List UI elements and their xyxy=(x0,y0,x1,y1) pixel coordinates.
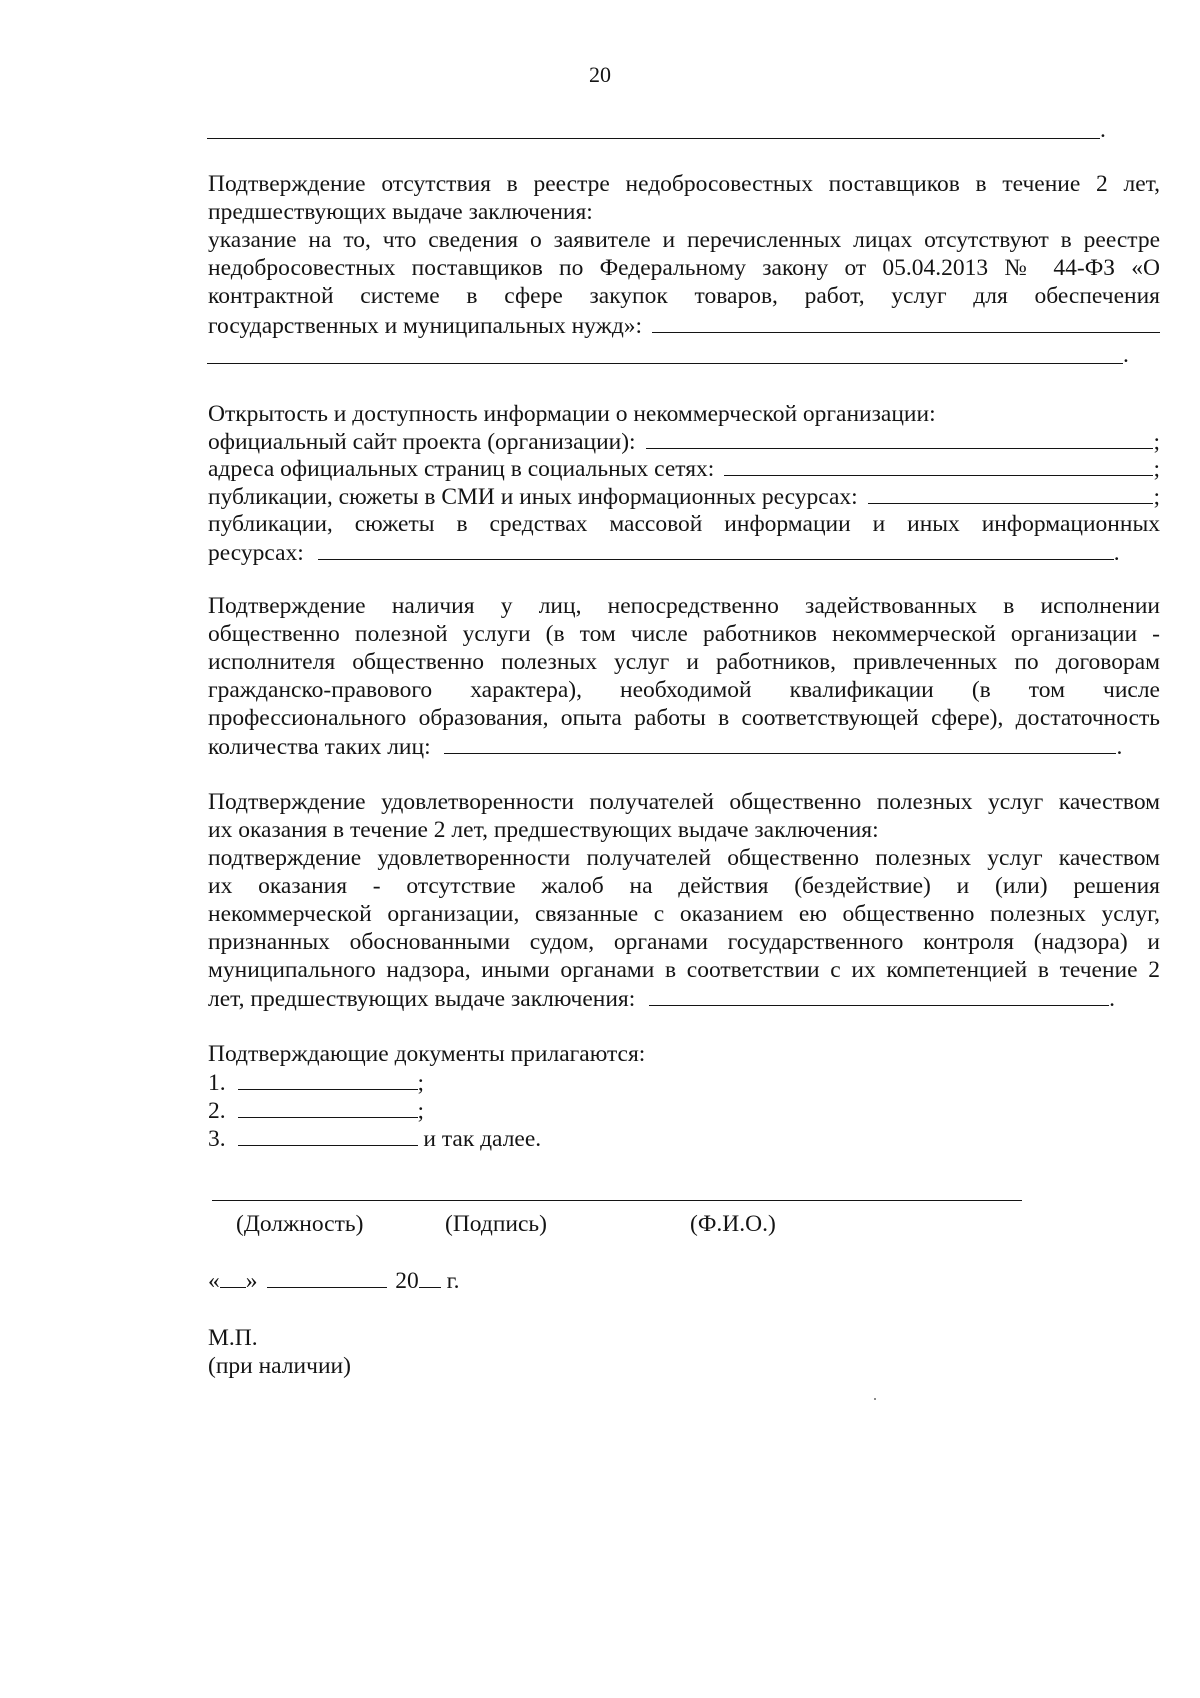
satisfaction-heading-line-1: Подтверждение удовлетворенности получателей общественно полезных услуг качеством xyxy=(208,789,1160,815)
qualification-line-1: Подтверждение наличия у лиц, непосредственно задействованных в исполнении xyxy=(208,593,1160,619)
media-publications-label: публикации, сюжеты в СМИ и иных информационных ресурсах: xyxy=(208,484,858,510)
document-item-1-tail: ; xyxy=(417,1070,425,1096)
social-pages-semicolon: ; xyxy=(1153,456,1160,482)
document-item-2-field[interactable] xyxy=(238,1096,418,1118)
fio-caption: (Ф.И.О.) xyxy=(690,1211,776,1237)
qualification-line-6 xyxy=(208,732,1128,760)
date-close-quote: » xyxy=(245,1268,258,1294)
date-open-quote: « xyxy=(208,1268,220,1294)
document-item-3-tail: и так далее. xyxy=(417,1126,542,1152)
media-publications-line xyxy=(208,482,1160,510)
document-item-1 xyxy=(208,1068,1160,1096)
registry-text-line-3: контрактной системе в сфере закупок товаров, работ, услуг для обеспечения xyxy=(208,283,1160,309)
date-line xyxy=(208,1266,1160,1294)
satisfaction-text-line-3: некоммерческой организации, связанные с оказанием ею общественно полезных услуг, xyxy=(208,901,1160,927)
social-pages-label: адреса официальных страниц в социальных сетях: xyxy=(208,456,715,482)
qualification-label: количества таких лиц: xyxy=(208,734,431,760)
stamp-note: (при наличии) xyxy=(208,1353,351,1379)
qualification-field[interactable] xyxy=(444,732,1116,754)
registry-heading-line-1: Подтверждение отсутствия в реестре недобросовестных поставщиков в течение 2 лет, xyxy=(208,171,1160,197)
documents-heading: Подтверждающие документы прилагаются: xyxy=(208,1041,646,1067)
social-pages-line xyxy=(208,454,1160,482)
qualification-line-5: профессионального образования, опыта работы в соответствующей сфере), достаточность xyxy=(208,705,1160,731)
satisfaction-text-line-1: подтверждение удовлетворенности получателей общественно полезных услуг качеством xyxy=(208,845,1160,871)
qualification-line-3: исполнителя общественно полезных услуг и работников, привлеченных по договорам xyxy=(208,649,1160,675)
satisfaction-text-line-6 xyxy=(208,984,1138,1012)
media-publications-semicolon: ; xyxy=(1153,484,1160,510)
position-caption: (Должность) xyxy=(236,1211,364,1237)
registry-continuation-line[interactable] xyxy=(207,363,1123,364)
official-site-line xyxy=(208,427,1160,455)
satisfaction-heading-line-2: их оказания в течение 2 лет, предшествующих выдаче заключения: xyxy=(208,817,879,843)
date-year-prefix: 20 xyxy=(395,1268,419,1294)
date-year-suffix: г. xyxy=(440,1268,460,1294)
mass-media-field[interactable] xyxy=(318,538,1114,560)
mass-media-label: ресурсах: xyxy=(208,540,304,566)
satisfaction-text-line-2: их оказания - отсутствие жалоб на действия (бездействие) и (или) решения xyxy=(208,873,1160,899)
registry-text-line-1: указание на то, что сведения о заявителе и перечисленных лицах отсутствуют в реестре xyxy=(208,227,1160,253)
qualification-period: . xyxy=(1116,734,1123,760)
registry-text-label: государственных и муниципальных нужд»: xyxy=(208,313,643,339)
document-item-1-field[interactable] xyxy=(238,1068,418,1090)
document-item-2-number: 2. xyxy=(208,1098,226,1124)
document-item-1-number: 1. xyxy=(208,1070,226,1096)
qualification-line-4: гражданско-правового характера), необходимой квалификации (в том числе xyxy=(208,677,1160,703)
signature-line[interactable] xyxy=(212,1200,1022,1201)
registry-heading-line-2: предшествующих выдаче заключения: xyxy=(208,199,593,225)
openness-heading: Открытость и доступность информации о некоммерческой организации: xyxy=(208,401,936,427)
registry-blank-field[interactable] xyxy=(652,311,1160,333)
qualification-line-2: общественно полезной услуги (в том числе работников некоммерческой организации - xyxy=(208,621,1160,647)
document-item-3-number: 3. xyxy=(208,1126,226,1152)
document-item-3 xyxy=(208,1124,1160,1152)
top-blank-period: . xyxy=(1100,117,1106,143)
registry-text-line-4 xyxy=(208,311,1160,339)
mass-media-period: . xyxy=(1113,540,1120,566)
satisfaction-text-line-4: признанных обоснованными судом, органами государственного контроля (надзора) и xyxy=(208,929,1160,955)
signature-caption: (Подпись) xyxy=(445,1211,547,1237)
document-item-2 xyxy=(208,1096,1160,1124)
top-blank-line xyxy=(207,138,1100,139)
satisfaction-field[interactable] xyxy=(649,984,1109,1006)
satisfaction-period: . xyxy=(1109,986,1115,1012)
date-year-field[interactable] xyxy=(419,1266,441,1288)
official-site-label: официальный сайт проекта (организации): xyxy=(208,429,636,455)
mass-media-line-1: публикации, сюжеты в средствах массовой информации и иных информационных xyxy=(208,511,1160,537)
registry-text-line-2: недобросовестных поставщиков по Федеральному закону от 05.04.2013 № 44-ФЗ «О xyxy=(208,255,1160,281)
scan-speck xyxy=(874,1398,876,1400)
satisfaction-label: лет, предшествующих выдаче заключения: xyxy=(208,986,636,1012)
media-publications-field[interactable] xyxy=(868,482,1154,504)
date-day-field[interactable] xyxy=(220,1266,246,1288)
document-item-3-field[interactable] xyxy=(238,1124,418,1146)
official-site-field[interactable] xyxy=(646,427,1154,449)
official-site-semicolon: ; xyxy=(1153,429,1160,455)
page-number: 20 xyxy=(589,62,611,87)
registry-continuation-period: . xyxy=(1123,342,1129,368)
satisfaction-text-line-5: муниципального надзора, иными органами в соответствии с их компетенцией в течение 2 xyxy=(208,957,1160,983)
mass-media-line-2 xyxy=(208,538,1128,566)
document-item-2-tail: ; xyxy=(417,1098,425,1124)
stamp-label: М.П. xyxy=(208,1325,258,1351)
date-month-field[interactable] xyxy=(267,1266,387,1288)
social-pages-field[interactable] xyxy=(724,454,1153,476)
